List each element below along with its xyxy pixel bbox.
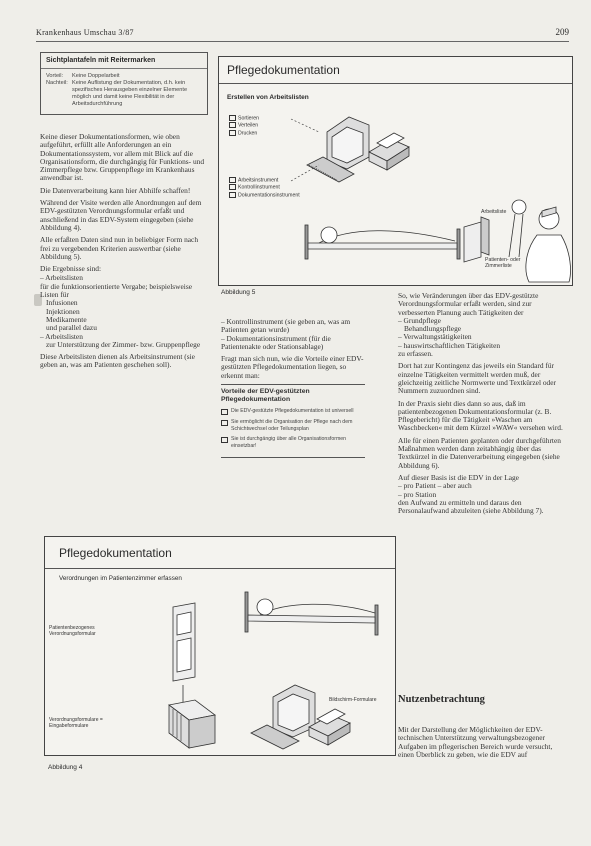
dashed-connector bbox=[291, 119, 319, 181]
box-row-nachteil: Nachteil: Keine Auflistung der Dokumentation, d.h. kein spezifisches Herausgeben einzelner Elemente möglich und damit keine Flexibilität in der Arbeitsdurchführung bbox=[46, 80, 188, 107]
figure-5 bbox=[218, 56, 573, 286]
vorteil-item: Die EDV-gestützte Pflegedokumentation ist universell bbox=[221, 408, 365, 415]
paragraph: Alle für einen Patienten geplanten oder durchgeführten Maßnahmen werden dann zeitabhängig über das Textkürzel in die Datenverarbeitung eingegeben (siehe Abbildung 6). bbox=[398, 435, 561, 470]
middle-column bbox=[221, 318, 365, 458]
journal-title: Krankenhaus Umschau 3/87 bbox=[36, 28, 134, 37]
paragraph: Die Datenverarbeitung kann hier Abhilfe schaffen! bbox=[40, 185, 191, 195]
list-item: – Grundpflege bbox=[398, 315, 441, 325]
right-column bbox=[398, 292, 568, 519]
paragraph: Während der Visite werden alle Anordnungen auf dem EDV-gestützten Verordnungsformular erfaßt und anschließend in das EDV-System eingegeben (siehe Abbildung 4). bbox=[40, 198, 202, 232]
label-bildschirm-formulare: Bildschirm-Formulare bbox=[329, 697, 377, 703]
checklist-item: Dokumentationsinstrument bbox=[229, 192, 300, 199]
paragraph: Mit der Darstellung der Möglichkeiten der EDV-technischen Unterstützung verwaltungsbezogener Aufgaben im pflegerischen Bereich wurde versucht, einen Überblick zu geben, wie die EDV auf bbox=[398, 725, 553, 759]
list-item: Medikamente bbox=[46, 314, 87, 324]
paragraph: Die Ergebnisse sind: bbox=[40, 264, 102, 274]
section-heading-nutzen: Nutzenbetrachtung bbox=[398, 694, 485, 705]
results-list bbox=[40, 274, 208, 349]
list-item: – Kontrollinstrument (sie geben an, was am Patienten getan wurde) bbox=[221, 317, 351, 335]
list-item: – Arbeitslisten bbox=[40, 273, 83, 283]
figure-4 bbox=[44, 536, 396, 756]
left-body-text bbox=[40, 133, 208, 370]
paragraph: In der Praxis sieht dies dann so aus, daß im patientenbezogenen Dokumentationsformular (z. B. Pflegebericht) für die Tätigkeit »Waschen am Waschbecken« mit dem Kürzel »WAW« versehen wird. bbox=[398, 398, 563, 433]
list-item: Injektionen bbox=[46, 306, 80, 316]
clipboard-icon bbox=[464, 217, 489, 262]
figure-5-illustration bbox=[219, 57, 572, 285]
paragraph: Dort hat zur Kontingenz das jeweils ein Standard für einzelne Tätigkeiten vermittelt werden muß, der gleichzeitig zeitliche Normwerte und Textkürzel oder Nummern zuzuordnen sind. bbox=[398, 361, 556, 396]
running-header bbox=[36, 27, 569, 42]
checklist-item: Sortieren bbox=[229, 115, 259, 122]
form-stack-icon bbox=[169, 700, 215, 748]
figure-5-caption: Abbildung 5 bbox=[221, 289, 256, 296]
list-item: Infusionen bbox=[46, 298, 78, 308]
checklist-item: Kontrollinstrument bbox=[229, 184, 300, 191]
list-item: – hauswirtschaftlichen Tätigkeiten bbox=[398, 340, 501, 350]
figure-title: Pflegedokumentation bbox=[59, 546, 172, 560]
paragraph: Auf dieser Basis ist die EDV in der Lage bbox=[398, 472, 519, 482]
figure-subtitle: Erstellen von Arbeitslisten bbox=[227, 94, 309, 101]
figure-title: Pflegedokumentation bbox=[227, 63, 340, 77]
paragraph: zu erfassen. bbox=[398, 349, 433, 359]
vorteil-item: Sie ist durchgängig über alle Organisationsformen einsetzbar! bbox=[221, 436, 365, 449]
page-number: 209 bbox=[555, 27, 569, 37]
label-zimmerliste: Patienten- oder Zimmerliste bbox=[485, 257, 521, 269]
paragraph: So, wie Veränderungen über das EDV-gestützte Verordnungsformular erfaßt werden, sind zur verbesserten Planung auch Tätigkeiten der bbox=[398, 291, 539, 317]
nurse-icon bbox=[509, 200, 570, 282]
paragraph: Diese Arbeitslisten dienen als Arbeitsinstrument (sie geben an, was am Patienten geschehen soll). bbox=[40, 352, 195, 370]
bed-icon bbox=[305, 225, 460, 259]
list-item: und parallel dazu bbox=[46, 323, 97, 333]
vorteile-box bbox=[221, 384, 365, 458]
form-sheet-icon bbox=[173, 603, 195, 681]
left-column bbox=[40, 52, 208, 374]
checkbox-icon bbox=[221, 409, 228, 415]
scope-list bbox=[398, 482, 568, 499]
list-item: – pro Station bbox=[398, 489, 437, 499]
label-verordnungsformular: Patientenbezogenes Verordnungsformular bbox=[49, 625, 96, 637]
instrument-list bbox=[221, 318, 365, 351]
box-row-vorteil: Vorteil: Keine Doppelarbeit bbox=[46, 73, 120, 79]
bed-icon bbox=[245, 592, 378, 635]
computer-terminal-icon bbox=[251, 685, 315, 749]
checkbox-icon bbox=[221, 420, 228, 426]
checkbox-icon bbox=[221, 437, 228, 443]
list-item: – Dokumentationsinstrument (für die Patientenakte oder Stationsablage) bbox=[221, 333, 331, 351]
sichtplantafeln-box bbox=[40, 52, 208, 115]
printer-icon bbox=[369, 133, 409, 170]
label-arbeitsliste: Arbeitsliste bbox=[481, 209, 507, 215]
box-title: Sichtplantafeln mit Reitermarken bbox=[46, 57, 156, 64]
computer-terminal-icon bbox=[307, 117, 369, 182]
vorteil-item: Sie ermöglicht die Organisation der Pflege nach dem Schichtwechsel oder Teilungsplan bbox=[221, 419, 365, 432]
activity-list bbox=[398, 317, 568, 350]
list-item: für die funktionsorientierte Vergabe; beispielsweise Listen für bbox=[40, 281, 193, 300]
paragraph: den Aufwand zu ermitteln und daraus den Personalaufwand abzuleiten (siehe Abbildung 7). bbox=[398, 497, 544, 516]
list-item: – pro Patient – aber auch bbox=[398, 481, 472, 491]
figure-4-caption: Abbildung 4 bbox=[48, 764, 83, 771]
box-divider bbox=[41, 68, 207, 69]
list-item: zur Unterstützung der Zimmer- bzw. Gruppenpflege bbox=[46, 339, 201, 349]
list-item: Behandlungspflege bbox=[404, 324, 462, 334]
checklist-item: Arbeitsinstrument bbox=[229, 177, 300, 184]
nutzen-text bbox=[398, 726, 568, 763]
list-item: – Arbeitslisten bbox=[40, 331, 83, 341]
figure-4-illustration bbox=[45, 537, 395, 755]
paragraph: Alle erfaßten Daten sind nun in beliebiger Form nach frei zu vergebenden Kriterien auswertbar (siehe Abbildung 5). bbox=[40, 235, 199, 261]
checklist-item: Drucken bbox=[229, 130, 259, 137]
vorteile-title: Vorteile der EDV-gestützten Pflegedokumentation bbox=[221, 388, 310, 404]
list-item: – Verwaltungstätigkeiten bbox=[398, 332, 472, 342]
paragraph: Fragt man sich nun, wie die Vorteile einer EDV-gestützten Pflegedokumentation liegen, so erkennt man: bbox=[221, 354, 364, 380]
label-eingabeformulare: Verordnungsformulare = Eingabeformulare bbox=[49, 717, 103, 729]
checklist-item: Verteilen bbox=[229, 122, 259, 129]
paragraph: Keine dieser Dokumentationsformen, wie oben aufgeführt, erfüllt alle Anforderungen an ein Dokumentationssystem, vor allem mit Blick auf die Organisationsform, die durchgängig für Funktions- und Zimmerpflege bzw. Gruppenpflege im Krankenhaus anwendbar ist. bbox=[40, 132, 205, 183]
figure-subtitle: Verordnungen im Patientenzimmer erfassen bbox=[59, 575, 182, 582]
